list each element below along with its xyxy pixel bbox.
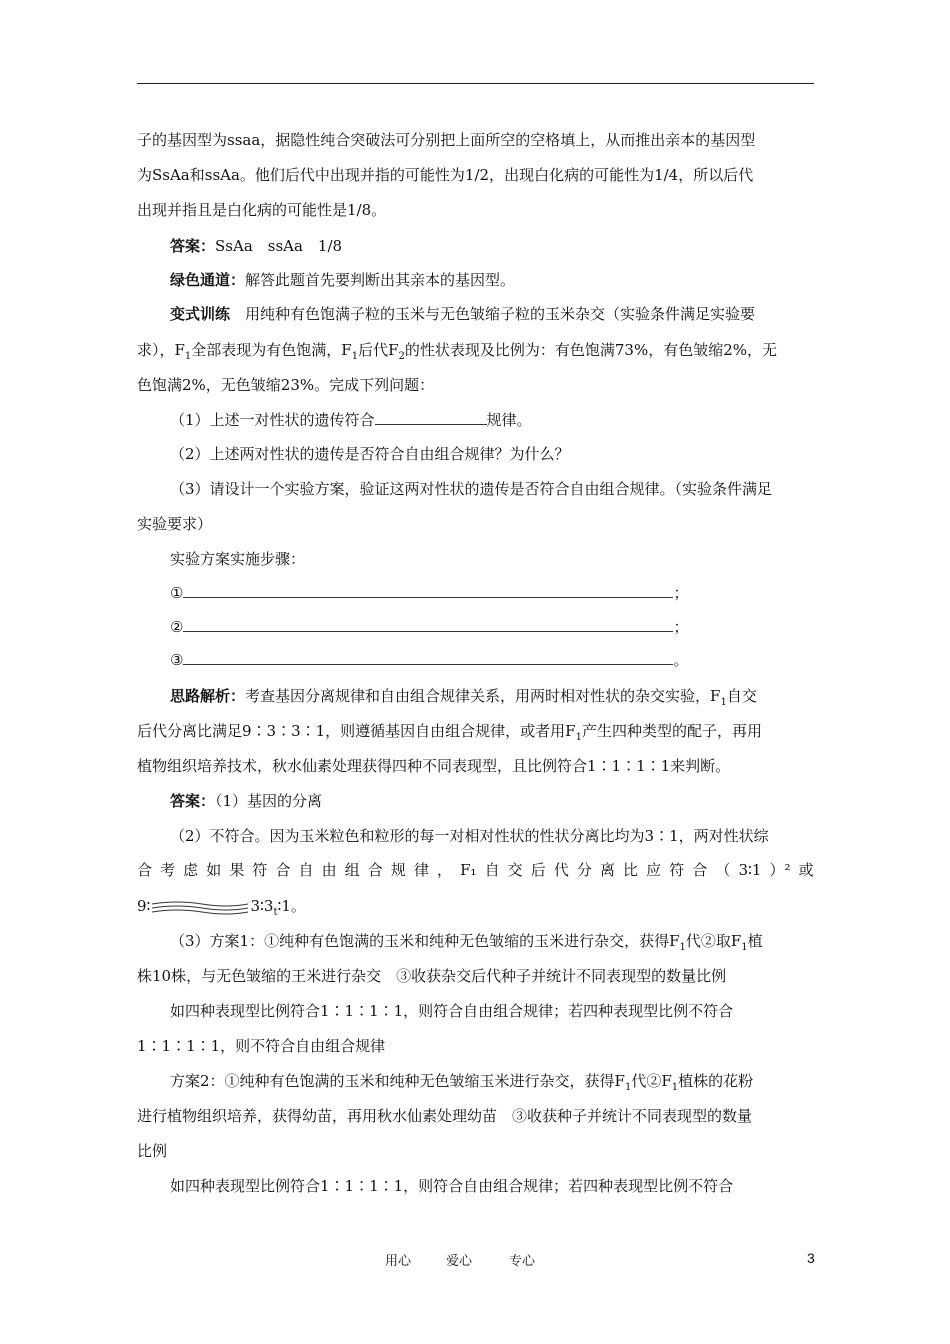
footer-word: 用心 (385, 1254, 412, 1269)
answer-1 (170, 236, 342, 256)
step-blank[interactable] (183, 650, 673, 665)
question-1: （1）上述一对性状的遗传符合 规律。 (170, 411, 532, 429)
text-char: 果 (229, 861, 245, 879)
text-char: ）² (769, 861, 791, 879)
step-2: ② ； (170, 618, 689, 636)
text-char: 符 (252, 861, 268, 879)
text-line: 求），$F_1$全部表现为有色饱满，$F_1$后代$F_2$的性状表现及比例为：有色饱满73%，有色皱缩2%，无 (137, 341, 778, 362)
text-char: 组 (344, 861, 360, 879)
footer-word: 专心 (509, 1254, 536, 1269)
text-char: F₁ (460, 861, 477, 879)
question-2: （2）上述两对性状的遗传是否符合自由组合规律？为什么？ (170, 445, 570, 463)
answer-3: （3）方案1：①纯种有色饱满的玉米和纯种无色皱缩的玉米进行杂交，获得$F_1$代②取$F_1$植 (170, 932, 763, 953)
text-char: 3∶1 (738, 861, 762, 879)
text-char: 如 (206, 861, 222, 879)
text-char: 离 (599, 861, 615, 879)
steps-title: 实验方案实施步骤： (170, 550, 306, 568)
step-blank[interactable] (183, 583, 673, 598)
question-3: （3）请设计一个实验方案，验证这两对性状的遗传是否符合自由组合规律。（实验条件满足 (170, 480, 773, 498)
text-char: 应 (646, 861, 662, 879)
text-char: 考 (160, 861, 176, 879)
text-line: 出现并指且是白化病的可能性是1/8。 (137, 201, 387, 219)
text-line: 后代分离比满足9∶3∶3∶1，则遵循基因自由组合规律，或者用$F_1$产生四种类型的配子，再用 (137, 722, 762, 743)
text-char: 虑 (183, 861, 199, 879)
text-char: 比 (623, 861, 639, 879)
text-char: 合 (367, 861, 383, 879)
variant-label: 变式训练 (170, 305, 231, 323)
step-blank[interactable] (183, 617, 673, 632)
wavy-strike-icon (150, 899, 250, 915)
step-1: ① ； (170, 584, 689, 602)
text-line: 进行植物组织培养，获得幼苗，再用秋水仙素处理幼苗 ③收获种子并统计不同表现型的数量 (137, 1107, 753, 1125)
answer-text: SsAa ssAa 1/8 (215, 237, 343, 255)
text-line: 如四种表现型比例符合1∶1∶1∶1，则符合自由组合规律；若四种表现型比例不符合 (170, 1177, 734, 1195)
analysis: 思路解析：考查基因分离规律和自由组合规律关系，用两时相对性状的杂交实验，$F_1$自交 (170, 687, 757, 708)
text-char: 自 (298, 861, 314, 879)
text-char: 律 (413, 861, 429, 879)
text-char: 后 (530, 861, 546, 879)
text-char: ， (437, 861, 453, 879)
green-channel (170, 270, 515, 290)
variant-text: 用纯种有色饱满子粒的玉米与无色皱缩子粒的玉米杂交（实验条件满足实验要 (230, 305, 756, 323)
text-line: 1∶1∶1∶1，则不符合自由组合规律 (137, 1037, 386, 1055)
answer-blank[interactable] (375, 410, 487, 425)
page-number: 3 (807, 1250, 815, 1266)
text-char: 或 (798, 861, 814, 879)
text-char: 合 (275, 861, 291, 879)
green-channel-label: 绿色通道： (170, 271, 246, 289)
answer-2-part2: （2）不符合。因为玉米粒色和粒形的每一对相对性状的性状分离比均为3∶1，两对性状综 (170, 827, 769, 845)
variant-training (170, 304, 755, 324)
text-line: 植物组织培养技术，秋水仙素处理获得四种不同表现型，且比例符合1∶1∶1∶1来判断。 (137, 757, 731, 775)
text-line: 子的基因型为ssaa，据隐性纯合突破法可分别把上面所空的空格填上，从而推出亲本的基因型 (137, 131, 756, 149)
text-char: 代 (553, 861, 569, 879)
justified-line (137, 860, 814, 880)
text-line: 9∶ $3∶3_t∶1$。 (137, 897, 306, 918)
text-line: 色饱满2%，无色皱缩23%。完成下列问题： (137, 376, 435, 394)
text-char: 合 (692, 861, 708, 879)
text-line: 为SsAa和ssAa。他们后代中出现并指的可能性为1/2，出现白化病的可能性为1/4，所以后代 (137, 166, 754, 184)
text-char: 分 (576, 861, 592, 879)
text-line: 株10株，与无色皱缩的王米进行杂交 ③收获杂交后代种子并统计不同表现型的数量比例 (137, 967, 727, 985)
answer-2: 答案：（1）基因的分离 (170, 792, 323, 810)
analysis-label: 思路解析： (170, 687, 246, 705)
text-char: 符 (669, 861, 685, 879)
text-char: 规 (390, 861, 406, 879)
step-3: ③ 。 (170, 651, 689, 669)
header-rule (137, 83, 814, 84)
answer-3-plan2: 方案2：①纯种有色饱满的玉米和纯种无色皱缩玉米进行杂交，获得$F_1$代$②F_1$植株的花粉 (170, 1072, 754, 1093)
footer-word: 爱心 (446, 1254, 473, 1269)
green-channel-text: 解答此题首先要判断出其亲本的基因型。 (245, 271, 516, 289)
text-line: 如四种表现型比例符合1∶1∶1∶1，则符合自由组合规律；若四种表现型比例不符合 (170, 1002, 734, 1020)
text-char: 由 (321, 861, 337, 879)
text-char: 自 (484, 861, 500, 879)
text-line: 比例 (137, 1142, 168, 1160)
answer-label: 答案： (170, 792, 216, 810)
text-char: （ (715, 861, 731, 879)
text-char: 合 (137, 861, 153, 879)
text-line: 实验要求） (137, 515, 213, 533)
answer-label: 答案： (170, 237, 216, 255)
text-char: 交 (507, 861, 523, 879)
